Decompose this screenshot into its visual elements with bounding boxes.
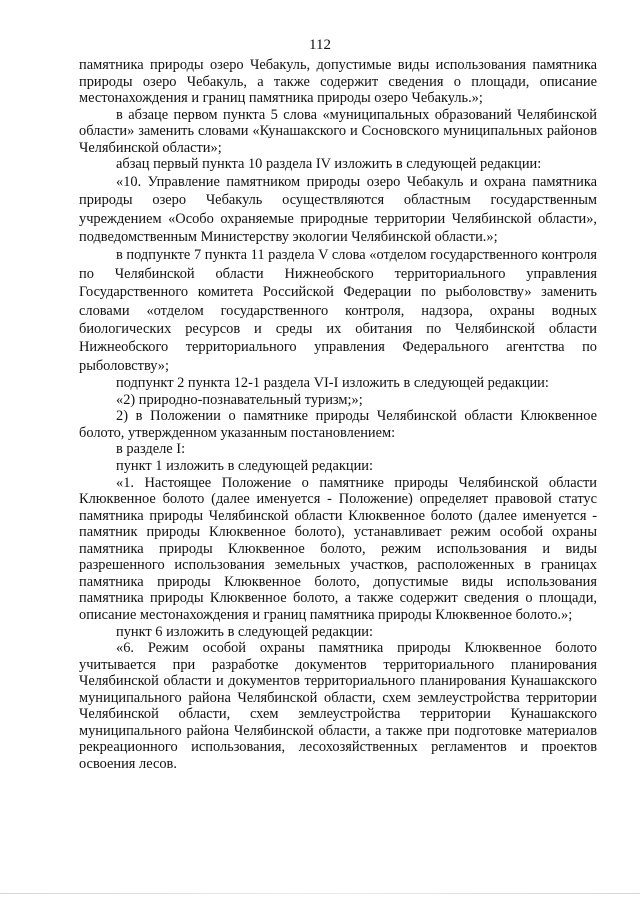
document-body — [79, 57, 597, 772]
paragraph: 2) в Положении о памятнике природы Челябинской области Клюквенное болото, утвержденном указанным постановлением: — [79, 408, 597, 441]
paragraph: памятника природы озеро Чебакуль, допустимые виды использования памятника природы озеро Чебакуль, а также содержит сведения о площади, описание местонахождения и границ памятника природы озеро Чебакуль.»; — [79, 57, 597, 107]
paragraph: подпункт 2 пункта 12-1 раздела VI-I изложить в следующей редакции: — [116, 375, 549, 392]
paragraph: в разделе I: — [116, 441, 186, 458]
paragraph: в абзаце первом пункта 5 слова «муниципальных образований Челябинской области» заменить словами «Кунашакского и Сосновского муниципальных районов Челябинской области»; — [79, 106, 597, 156]
page-number: 112 — [309, 37, 331, 53]
paragraph: абзац первый пункта 10 раздела IV изложить в следующей редакции: — [116, 156, 542, 173]
paragraph: пункт 6 изложить в следующей редакции: — [116, 623, 373, 640]
scan-edge-line — [0, 893, 640, 894]
paragraph: «1. Настоящее Положение о памятнике природы Челябинской области Клюквенное болото (далее именуется - Положение) определяет правовой статус памятника природы Челябинской области Клюквенное болото (далее именуется - памятник природы Клюквенное болото), устанавливает режим особой охраны памятника природы Клюквенное болото, режим использования и виды разрешенного использования земельных участков, расположенных в границах памятника природы Клюквенное болото, допустимые виды использования памятника природы Клюквенное болото, а также содержит сведения о площади, описание местонахождения и границ памятника природы Клюквенное болото.»; — [79, 474, 597, 623]
paragraph: пункт 1 изложить в следующей редакции: — [116, 458, 373, 475]
paragraph: «2) природно-познавательный туризм;»; — [116, 391, 363, 408]
paragraph: «6. Режим особой охраны памятника природы Клюквенное болото учитывается при разработке документов территориального планирования Челябинской области и документов территориального планирования Кунашакского муниципального района Челябинской области, схем землеустройства территории Челябинской области, схем землеустройства территории Кунашакского муниципального района Челябинской области, а также при подготовке материалов рекреационного использования, лесохозяйственных регламентов и проектов освоения лесов. — [79, 640, 597, 772]
paragraph: в подпункте 7 пункта 11 раздела V слова «отделом государственного контроля по Челябинской области Нижнеобского территориального управления Государственного комитета Российской Федерации по рыболовству» заменить словами «отделом государственного контроля, надзора, охраны водных биологических ресурсов и среды их обитания по Челябинской области Нижнеобского территориального управления Федерального агентства по рыболовству»; — [79, 247, 597, 374]
paragraph: «10. Управление памятником природы озеро Чебакуль и охрана памятника природы озеро Чебакуль осуществляются областным государственным учреждением «Особо охраняемые природные территории Челябинской области», подведомственным Министерству экологии Челябинской области.»; — [79, 173, 597, 246]
